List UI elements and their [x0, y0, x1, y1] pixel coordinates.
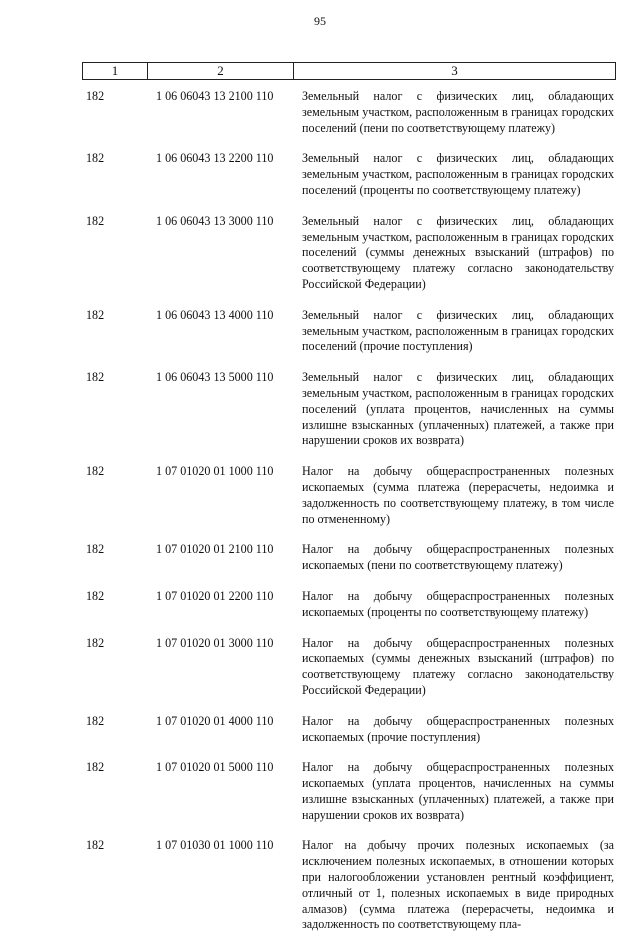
header-col-2: 2: [148, 63, 294, 79]
admin-code-cell: 182: [86, 542, 105, 557]
revenue-code-cell: 1 06 06043 13 5000 110: [156, 370, 274, 385]
revenue-description-cell: Земельный налог с физических лиц, обладающих земельным участком, расположенным в границах городских поселений (прочие поступления): [302, 307, 614, 354]
revenue-code-cell: 1 07 01020 01 5000 110: [156, 760, 274, 775]
revenue-description-cell: Налог на добычу общераспространенных полезных ископаемых (проценты по соответствующему платежу): [302, 588, 614, 619]
revenue-description-cell: Земельный налог с физических лиц, обладающих земельным участком, расположенным в границах городских поселений (суммы денежных взысканий (штрафов) по соответствующему платежу согласно законодательству Российской Федерации): [302, 213, 614, 291]
revenue-code-cell: 1 07 01020 01 3000 110: [156, 635, 274, 650]
revenue-code-cell: 1 06 06043 13 3000 110: [156, 213, 274, 228]
table-row: [82, 760, 616, 823]
revenue-description-cell: Налог на добычу общераспространенных полезных ископаемых (прочие поступления): [302, 713, 614, 744]
revenue-code-cell: 1 06 06043 13 2200 110: [156, 151, 274, 166]
table-row: [82, 542, 616, 574]
table-row: [82, 151, 616, 198]
table-row: [82, 589, 616, 621]
revenue-code-cell: 1 06 06043 13 4000 110: [156, 307, 274, 322]
page-number: 95: [314, 14, 326, 28]
revenue-code-cell: 1 07 01020 01 2200 110: [156, 588, 274, 603]
admin-code-cell: 182: [86, 213, 105, 228]
admin-code-cell: 182: [86, 588, 105, 603]
table-row: [82, 636, 616, 699]
revenue-code-cell: 1 06 06043 13 2100 110: [156, 89, 274, 103]
revenue-code-cell: 1 07 01020 01 1000 110: [156, 464, 274, 479]
admin-code-cell: 182: [86, 89, 105, 103]
revenue-description-cell: Налог на добычу общераспространенных полезных ископаемых (пени по соответствующему платежу): [302, 542, 614, 573]
table-row: [82, 308, 616, 355]
table-row: [82, 464, 616, 527]
revenue-code-cell: 1 07 01030 01 1000 110: [156, 838, 274, 853]
header-col-1: 1: [82, 63, 148, 79]
table-row: [82, 370, 616, 449]
admin-code-cell: 182: [86, 151, 105, 166]
admin-code-cell: 182: [86, 464, 105, 479]
revenue-description-cell: Налог на добычу прочих полезных ископаемых (за исключением полезных ископаемых, в отношении которых при налогообложении установлен рентный коэффициент, отличный от 1, полезных ископаемых в виде природных алмазов) (сумма платежа (перерасчеты, недоимка и задолженность по соответствующему пла-: [302, 838, 614, 932]
admin-code-cell: 182: [86, 370, 105, 385]
revenue-description-cell: Земельный налог с физических лиц, обладающих земельным участком, расположенным в границах городских поселений (уплата процентов, начисленных на суммы излишне взысканных (уплаченных) платежей, а также при нарушении сроков их возврата): [302, 370, 614, 448]
admin-code-cell: 182: [86, 760, 105, 775]
revenue-description-cell: Земельный налог с физических лиц, обладающих земельным участком, расположенным в границах городских поселений (проценты по соответствующему платежу): [302, 151, 614, 197]
admin-code-cell: 182: [86, 307, 105, 322]
revenue-description-cell: Земельный налог с физических лиц, обладающих земельным участком, расположенным в границах городских поселений (пени по соответствующему платежу): [302, 89, 614, 135]
revenue-code-cell: 1 07 01020 01 2100 110: [156, 542, 274, 557]
admin-code-cell: 182: [86, 713, 105, 728]
table-row: [82, 89, 616, 136]
table-row: [82, 214, 616, 293]
admin-code-cell: 182: [86, 635, 105, 650]
table-row: [82, 838, 616, 933]
revenue-description-cell: Налог на добычу общераспространенных полезных ископаемых (уплата процентов, начисленных на суммы излишне взысканных (уплаченных) платежей, а также при нарушении сроков их возврата): [302, 760, 614, 822]
revenue-codes-table: [82, 62, 616, 933]
header-col-3: 3: [294, 63, 616, 79]
table-header-row: [82, 62, 616, 80]
admin-code-cell: 182: [86, 838, 105, 853]
revenue-description-cell: Налог на добычу общераспространенных полезных ископаемых (суммы денежных взысканий (штрафов) по соответствующему платежу согласно законодательству Российской Федерации): [302, 635, 614, 697]
table-body: [82, 80, 616, 933]
table-row: [82, 714, 616, 746]
revenue-code-cell: 1 07 01020 01 4000 110: [156, 713, 274, 728]
revenue-description-cell: Налог на добычу общераспространенных полезных ископаемых (сумма платежа (перерасчеты, недоимка и задолженность по соответствующему платежу, в том числе по отмененному): [302, 464, 614, 526]
